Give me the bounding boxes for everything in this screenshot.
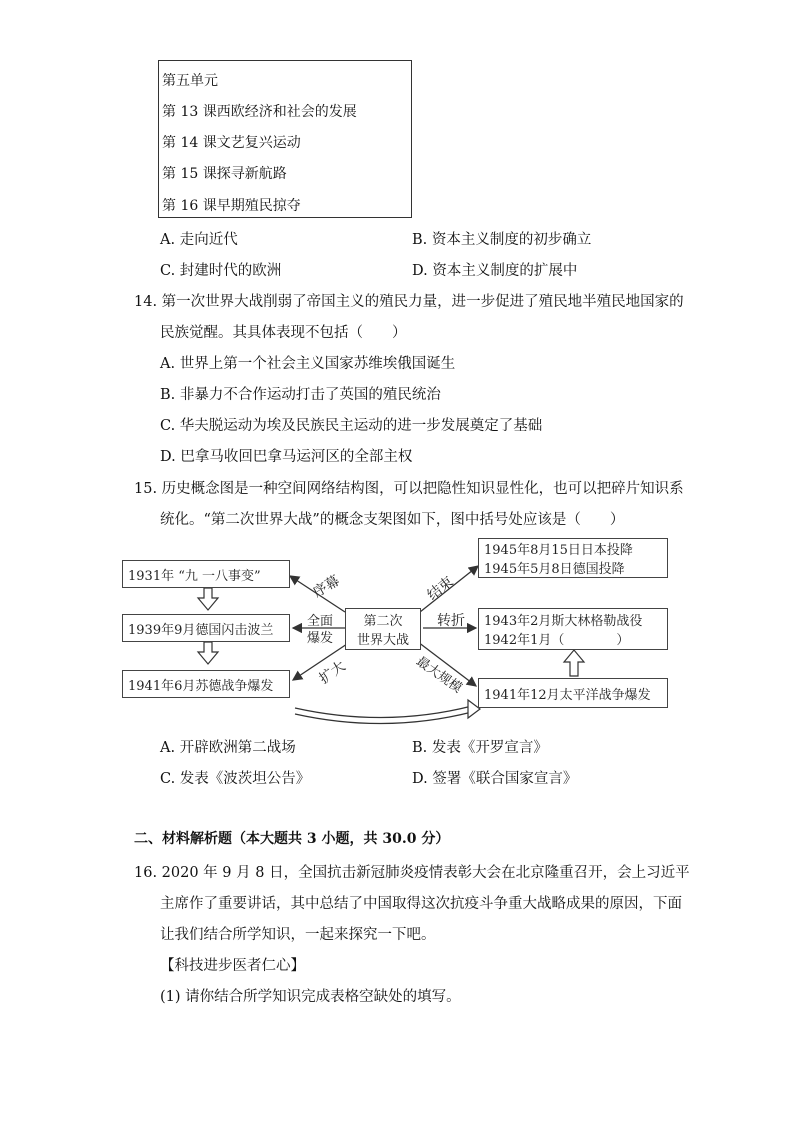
unit-content-box [158, 60, 412, 218]
q16-sub1: (1) 请你结合所学知识完成表格空缺处的填写。 [160, 989, 461, 1005]
q14-stem-line2: 民族觉醒。其具体表现不包括（ ） [160, 325, 407, 341]
box-1943 [478, 608, 668, 650]
q13-option-d: D. 资本主义制度的扩展中 [412, 263, 578, 279]
box-1943-line1: 1943年2月斯大林格勒战役 [484, 614, 643, 629]
box-1931 [122, 560, 290, 588]
box-1939-text: 1939年9月德国闪击波兰 [128, 622, 274, 638]
box-1945-line1: 1945年8月15日日本投降 [484, 543, 633, 558]
box-1941-dec-text: 1941年12月太平洋战争爆发 [484, 687, 651, 703]
box-1931-text: 1931年 “九 一八事变” [128, 568, 261, 584]
unit-title: 第五单元 [162, 73, 218, 89]
ww2-concept-diagram [0, 530, 794, 730]
label-xumu: 序幕 [310, 572, 343, 601]
lesson-14: 第 14 课文艺复兴运动 [162, 135, 301, 151]
label-quanmian-1: 全面 [307, 614, 334, 629]
label-zhuanzhe: 转折 [437, 613, 465, 629]
box-1941-june [122, 670, 290, 698]
label-zuida-guimo: 最大规模 [413, 654, 465, 697]
label-quanmian-2: 爆发 [307, 631, 334, 646]
box-1941-dec [478, 678, 668, 708]
box-center-ww2 [345, 608, 421, 650]
q15-option-c: C. 发表《波茨坦公告》 [160, 771, 311, 787]
q13-option-b: B. 资本主义制度的初步确立 [412, 232, 592, 248]
lesson-15: 第 15 课探寻新航路 [162, 166, 287, 182]
q16-stem-line3: 让我们结合所学知识，一起来探究一下吧。 [160, 927, 436, 943]
q14-stem-line1: 14. 第一次世界大战削弱了帝国主义的殖民力量，进一步促进了殖民地半殖民地国家的 [134, 294, 684, 310]
q14-option-d: D. 巴拿马收回巴拿马运河区的全部主权 [160, 449, 413, 465]
box-1939 [122, 614, 290, 642]
box-1945-line2: 1945年5月8日德国投降 [484, 562, 625, 577]
q14-option-a: A. 世界上第一个社会主义国家苏维埃俄国诞生 [160, 356, 456, 372]
q16-stem-line1: 16. 2020 年 9 月 8 日，全国抗击新冠肺炎疫情表彰大会在北京隆重召开，会上习近平 [134, 865, 690, 881]
box-1943-line2: 1942年1月（ ） [484, 633, 630, 648]
box-1941-june-text: 1941年6月苏德战争爆发 [128, 678, 274, 694]
q13-option-c: C. 封建时代的欧洲 [160, 263, 282, 279]
label-jieshu: 结束 [424, 573, 457, 604]
q15-option-b: B. 发表《开罗宣言》 [412, 740, 548, 756]
q14-option-c: C. 华夫脱运动为埃及民族民主运动的进一步发展奠定了基础 [160, 418, 543, 434]
q13-option-a: A. 走向近代 [160, 232, 238, 248]
q15-option-a: A. 开辟欧洲第二战场 [160, 740, 296, 756]
q16-heading: 【科技进步医者仁心】 [160, 958, 305, 974]
box-1945 [478, 538, 668, 578]
lesson-16: 第 16 课早期殖民掠夺 [162, 198, 301, 214]
label-kuoda: 扩大 [316, 658, 349, 688]
q14-option-b: B. 非暴力不合作运动打击了英国的殖民统治 [160, 387, 441, 403]
q15-option-d: D. 签署《联合国家宣言》 [412, 771, 578, 787]
q15-stem-line1: 15. 历史概念图是一种空间网络结构图，可以把隐性知识显性化，也可以把碎片知识系 [134, 481, 684, 497]
center-line2: 世界大战 [356, 633, 409, 648]
section-2-title: 二、材料解析题（本大题共 3 小题，共 30.0 分） [134, 831, 450, 847]
q15-stem-line2: 统化。“第二次世界大战”的概念支架图如下，图中括号处应该是（ ） [160, 512, 625, 528]
q16-stem-line2: 主席作了重要讲话，其中总结了中国取得这次抗疫斗争重大战略成果的原因，下面 [160, 896, 682, 912]
center-line1: 第二次 [363, 614, 403, 629]
lesson-13: 第 13 课西欧经济和社会的发展 [162, 104, 357, 120]
